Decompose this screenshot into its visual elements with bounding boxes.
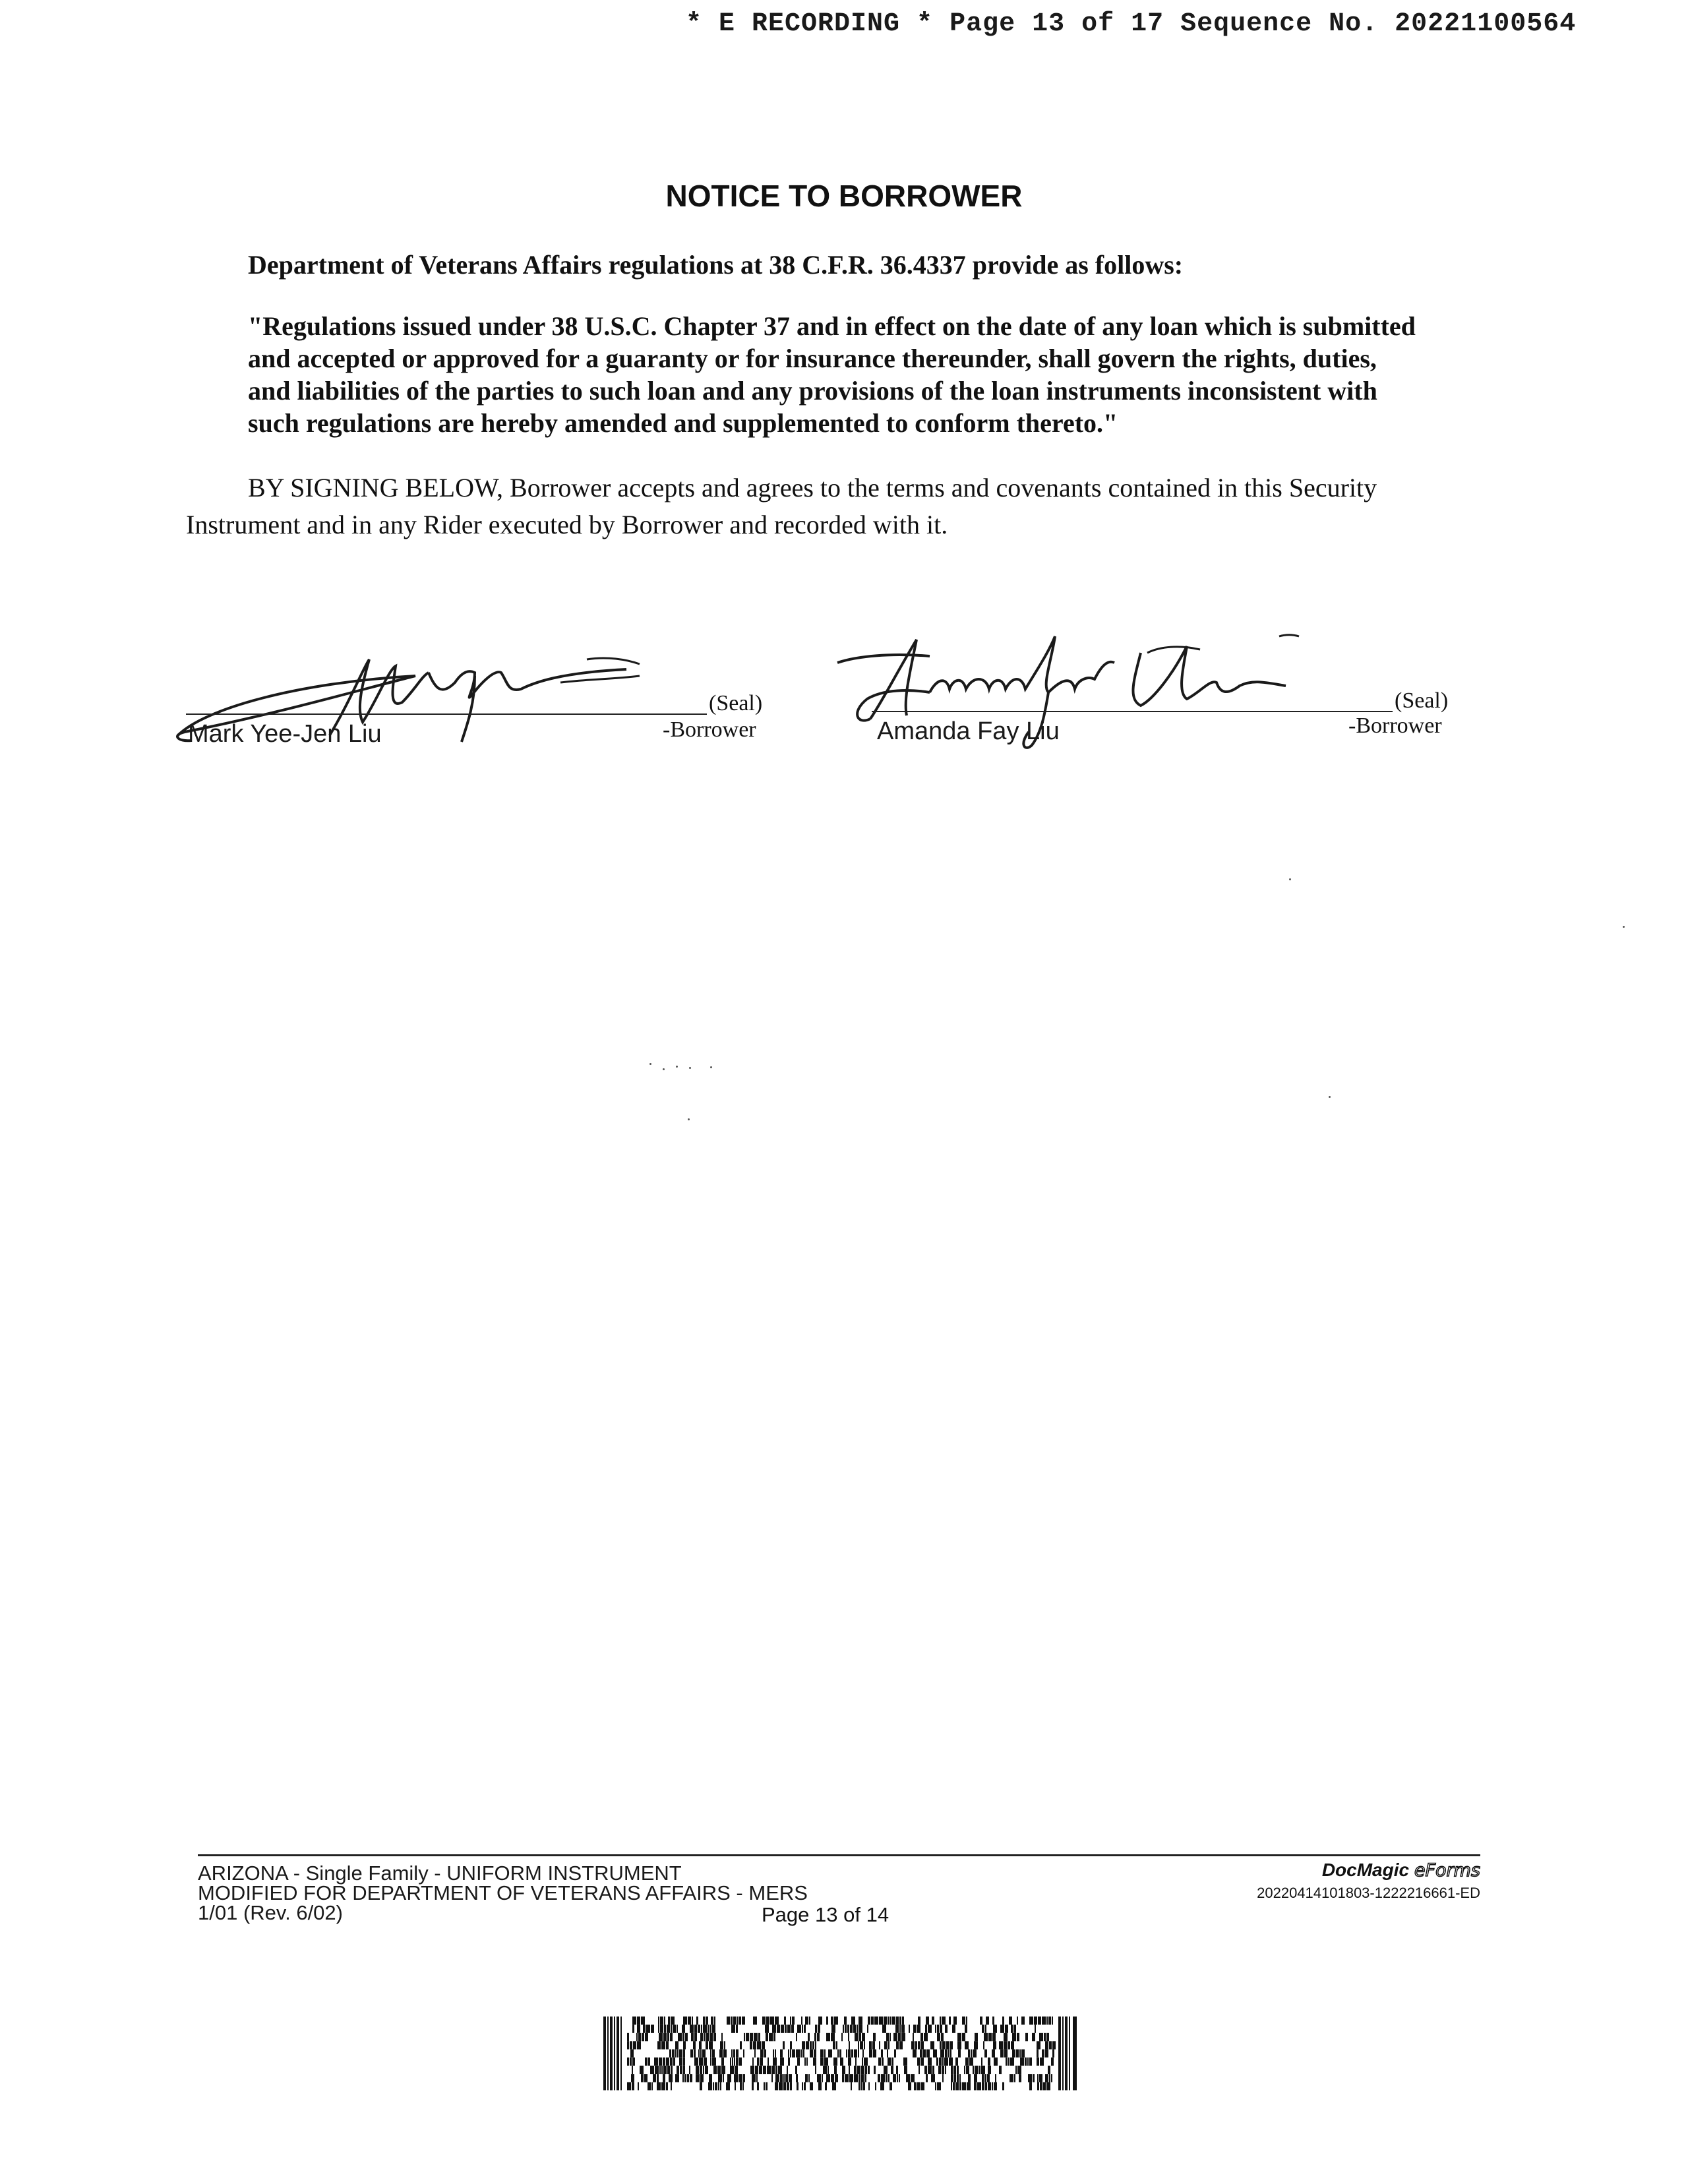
form-line-1: ARIZONA - Single Family - UNIFORM INSTRUMENT — [198, 1862, 682, 1885]
barcode-image — [603, 2017, 1079, 2090]
footer-rule — [198, 1854, 1480, 1856]
docmagic-logo — [1286, 1860, 1480, 1881]
form-line-3: 1/01 (Rev. 6/02) — [198, 1901, 343, 1924]
signer-name: Mark Yee-Jen Liu — [188, 720, 382, 748]
scan-speck — [1623, 926, 1625, 928]
notice-intro: Department of Veterans Affairs regulations at 38 C.F.R. 36.4337 provide as follows: — [248, 250, 1184, 280]
scan-speck — [676, 1066, 678, 1068]
signature-line — [186, 713, 707, 715]
scan-speck — [1289, 878, 1291, 880]
recording-header: * E RECORDING * Page 13 of 17 Sequence No. 20221100564 — [686, 9, 1577, 39]
scan-speck — [1329, 1096, 1331, 1098]
scan-speck — [689, 1067, 691, 1069]
scan-speck — [710, 1066, 712, 1068]
signing-statement — [186, 470, 1492, 543]
signing-statement-text: BY SIGNING BELOW, Borrower accepts and agrees to the terms and covenants contained in this Security Instrument and in any Rider executed by Borrower and recorded with it. — [186, 473, 1377, 539]
eforms-wordmark: eForms — [1414, 1860, 1480, 1881]
form-line-2: MODIFIED FOR DEPARTMENT OF VETERANS AFFAIRS - MERS — [198, 1881, 808, 1904]
signature-line — [872, 711, 1393, 712]
form-identifier — [198, 1864, 808, 1923]
signer-role: -Borrower — [1348, 713, 1442, 738]
page-number: Page 13 of 14 — [762, 1903, 889, 1926]
regulation-quote: "Regulations issued under 38 U.S.C. Chapter 37 and in effect on the date of any loan which is submitted and accepted or approved for a guaranty or for insurance thereunder, shall govern the rights, duties, and liabilities of the parties to such loan and any provisions of the loan instruments inconsistent with such regulations are hereby amended and supplemented to conform thereto." — [248, 311, 1416, 438]
notice-title: NOTICE TO BORROWER — [665, 179, 1023, 213]
scan-speck — [688, 1118, 690, 1120]
signer-name: Amanda Fay Liu — [877, 717, 1060, 745]
scan-speck — [649, 1063, 651, 1065]
docmagic-wordmark: DocMagic — [1321, 1860, 1410, 1880]
document-code: 20220414101803-1222216661-ED — [1257, 1885, 1480, 1901]
seal-label: (Seal) — [709, 691, 763, 715]
scan-speck — [663, 1068, 665, 1070]
seal-label: (Seal) — [1395, 688, 1449, 713]
signer-role: -Borrower — [663, 717, 756, 742]
